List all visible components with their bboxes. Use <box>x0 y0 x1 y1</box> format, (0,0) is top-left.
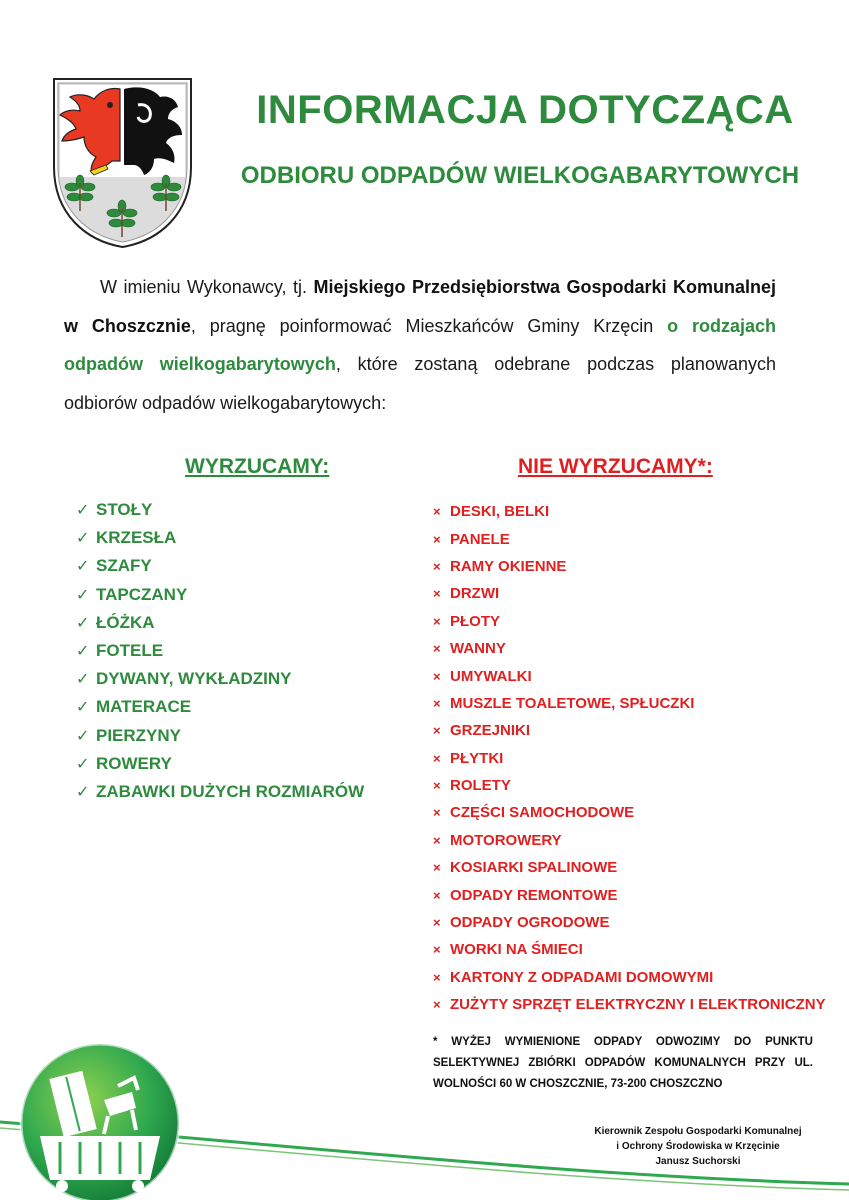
allowed-item-label: MATERACE <box>96 697 192 717</box>
forbidden-item-label: MOTOROWERY <box>450 831 562 849</box>
signature-block <box>578 1124 818 1169</box>
forbidden-item-label: MUSZLE TOALETOWE, SPŁUCZKI <box>450 694 695 712</box>
forbidden-item <box>433 881 826 908</box>
cross-icon: × <box>433 860 441 876</box>
allowed-item-label: PIERZYNY <box>96 725 182 745</box>
forbidden-item <box>433 608 826 635</box>
allowed-item <box>76 552 364 580</box>
allowed-item <box>76 609 364 637</box>
cross-icon: × <box>433 723 441 739</box>
checkmark-icon: ✓ <box>76 502 90 520</box>
forbidden-item-label: CZĘŚCI SAMOCHODOWE <box>450 804 635 822</box>
cross-icon: × <box>433 695 441 711</box>
footnote: * WYŻEJ WYMIENIONE ODPADY ODWOZIMY DO PUNKTU SELEKTYWNEJ ZBIÓRKI ODPADÓW KOMUNALNYCH PRZY UL. WOLNOŚCI 60 W CHOSZCZNIE, 73-200 CHOSZCZNO <box>433 1036 813 1090</box>
forbidden-item-label: PANELE <box>450 530 510 548</box>
forbidden-item <box>433 799 826 826</box>
checkmark-icon: ✓ <box>76 558 90 576</box>
cross-icon: × <box>433 613 441 629</box>
forbidden-item <box>433 635 826 662</box>
allowed-item <box>76 722 364 750</box>
forbidden-list <box>433 498 826 1018</box>
intro-company: Miejskiego Przedsiębiorstwa Gospodarki Komunalnej w Choszcznie <box>64 277 776 336</box>
allowed-item <box>76 524 364 552</box>
signature-name: Janusz Suchorski <box>655 1156 741 1167</box>
forbidden-item-label: ODPADY OGRODOWE <box>450 914 610 932</box>
checkmark-icon: ✓ <box>76 614 90 632</box>
forbidden-item-label: UMYWALKI <box>450 667 532 685</box>
intro-text-1: W imieniu Wykonawcy, tj. <box>100 277 314 297</box>
allowed-item <box>76 693 364 721</box>
cross-icon: × <box>433 504 441 520</box>
forbidden-item <box>433 827 826 854</box>
cross-icon: × <box>433 832 441 848</box>
intro-paragraph <box>64 268 776 422</box>
forbidden-item <box>433 580 826 607</box>
forbidden-item-label: RAMY OKIENNE <box>450 557 567 575</box>
allowed-item-label: ZABAWKI DUŻYCH ROZMIARÓW <box>96 781 365 801</box>
allowed-item-label: ROWERY <box>96 753 172 773</box>
checkmark-icon: ✓ <box>76 783 90 801</box>
intro-highlight: o rodzajach odpadów wielkogabarytowych <box>64 315 776 374</box>
forbidden-item-label: DRZWI <box>450 585 500 603</box>
cross-icon: × <box>433 942 441 958</box>
forbidden-item <box>433 854 826 881</box>
forbidden-item-label: DESKI, BELKI <box>450 503 550 521</box>
forbidden-item-label: GRZEJNIKI <box>450 722 531 740</box>
forbidden-item-label: KOSIARKI SPALINOWE <box>450 859 618 877</box>
checkmark-icon: ✓ <box>76 727 90 745</box>
cross-icon: × <box>433 558 441 574</box>
cross-icon: × <box>433 586 441 602</box>
signature-line-2: i Ochrony Środowiska w Krzęcinie <box>616 1141 780 1152</box>
forbidden-item-label: PŁOTY <box>450 612 501 630</box>
checkmark-icon: ✓ <box>76 671 90 689</box>
allowed-item-label: KRZESŁA <box>96 528 177 548</box>
forbidden-item <box>433 553 826 580</box>
checkmark-icon: ✓ <box>76 586 90 604</box>
cross-icon: × <box>433 805 441 821</box>
coat-of-arms-icon <box>50 75 195 250</box>
forbidden-item-label: PŁYTKI <box>450 749 504 767</box>
checkmark-icon: ✓ <box>76 755 90 773</box>
cross-icon: × <box>433 915 441 931</box>
cross-icon: × <box>433 887 441 903</box>
forbidden-item-label: WORKI NA ŚMIECI <box>450 941 583 959</box>
allowed-list <box>76 496 364 806</box>
allowed-item <box>76 750 364 778</box>
forbidden-item <box>433 909 826 936</box>
intro-text-3: , które zostaną odebrane podczas planowanych odbiorów odpadów wielkogabarytowych: <box>64 354 776 413</box>
forbidden-item <box>433 936 826 963</box>
signature-line-1: Kierownik Zespołu Gospodarki Komunalnej <box>594 1126 802 1137</box>
allowed-item-label: STOŁY <box>96 500 153 520</box>
forbidden-item <box>433 772 826 799</box>
forbidden-item <box>433 690 826 717</box>
allowed-heading: WYRZUCAMY: <box>185 455 330 478</box>
allowed-item <box>76 496 364 524</box>
forbidden-item <box>433 745 826 772</box>
checkmark-icon: ✓ <box>76 699 90 717</box>
forbidden-item-label: WANNY <box>450 640 506 658</box>
forbidden-item-label: ZUŻYTY SPRZĘT ELEKTRYCZNY I ELEKTRONICZNY <box>450 996 826 1014</box>
forbidden-item <box>433 991 826 1018</box>
cross-icon: × <box>433 531 441 547</box>
forbidden-item-label: ODPADY REMONTOWE <box>450 886 618 904</box>
allowed-item <box>76 637 364 665</box>
forbidden-item <box>433 717 826 744</box>
forbidden-item <box>433 525 826 552</box>
forbidden-heading: NIE WYRZUCAMY*: <box>518 455 713 478</box>
page-title: INFORMACJA DOTYCZĄCA <box>256 88 794 132</box>
allowed-item <box>76 581 364 609</box>
allowed-item-label: TAPCZANY <box>96 584 188 604</box>
checkmark-icon: ✓ <box>76 530 90 548</box>
cross-icon: × <box>433 668 441 684</box>
intro-text-2: , pragnę poinformować Mieszkańców Gminy Krzęcin <box>190 315 668 336</box>
cross-icon: × <box>433 969 441 985</box>
forbidden-item <box>433 498 826 525</box>
allowed-item-label: DYWANY, WYKŁADZINY <box>96 669 292 689</box>
forbidden-item-label: KARTONY Z ODPADAMI DOMOWYMI <box>450 968 714 986</box>
cross-icon: × <box>433 778 441 794</box>
forbidden-item <box>433 662 826 689</box>
bulky-waste-container-icon <box>0 1030 849 1200</box>
forbidden-item <box>433 964 826 991</box>
cross-icon: × <box>433 641 441 657</box>
allowed-item <box>76 665 364 693</box>
cross-icon: × <box>433 997 441 1013</box>
allowed-item <box>76 778 364 806</box>
allowed-item-label: FOTELE <box>96 641 164 661</box>
allowed-item-label: ŁÓŻKA <box>96 612 155 632</box>
forbidden-item-label: ROLETY <box>450 777 511 795</box>
cross-icon: × <box>433 750 441 766</box>
allowed-item-label: SZAFY <box>96 556 152 576</box>
page-subtitle: ODBIORU ODPADÓW WIELKOGABARYTOWYCH <box>240 162 800 189</box>
checkmark-icon: ✓ <box>76 643 90 661</box>
